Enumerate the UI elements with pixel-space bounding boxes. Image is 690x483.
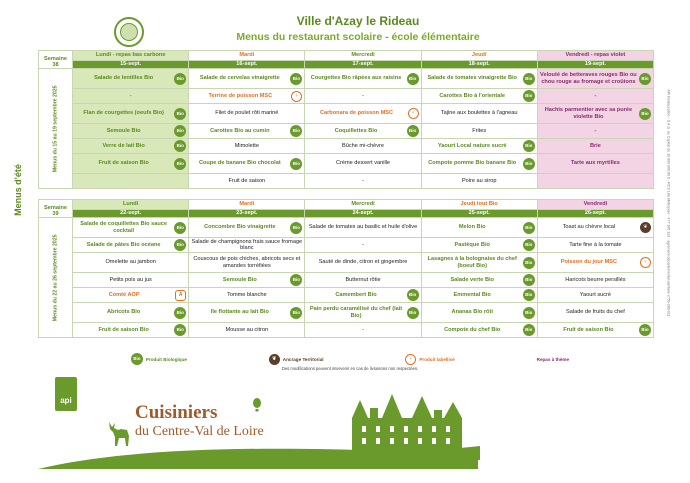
bio-icon: Bio [407,73,419,85]
legend [90,353,610,365]
menu-cell: Carbonara de poisson MSC ♆ [305,104,421,124]
api-logo: api [55,377,77,411]
menu-cell: Toast au chèvre local ❦ [537,218,653,238]
menu-cell: Tomme blanche [189,288,305,303]
menu-cell: Brie [537,139,653,154]
menu-cell: Carottes Bio au cumin Bio [189,124,305,139]
menu-cell: Yaourt sucré [537,288,653,303]
menu-cell: Pastèque Bio Bio [421,238,537,253]
menu-cell: Abricots Bio Bio [73,303,189,323]
menu-cell: Camembert Bio Bio [305,288,421,303]
menu-cell: Concombre Bio vinaigrette Bio [189,218,305,238]
brand-line2: du Centre-Val de Loire [135,424,264,439]
day-date: 26-sept. [537,210,653,218]
day-date: 15-sept. [73,61,189,69]
menu-cell: Salade de lentilles Bio Bio [73,69,189,89]
day-name: Mardi [189,200,305,210]
menu-cell: Compote pomme Bio banane Bio Bio [421,154,537,174]
menu-cell: Fruit de saison Bio Bio [73,154,189,174]
menu-cell: Sauté de dinde, citron et gingembre [305,253,421,273]
season-label: Menus d'été [13,164,23,216]
bio-icon: Bio [290,274,302,286]
bio-icon: Bio [290,158,302,170]
menu-cell: Coupe de banane Bio chocolat Bio [189,154,305,174]
menu-cell: Comté AOP A [73,288,189,303]
menu-cell: Poisson du jour MSC ♆ [537,253,653,273]
day-date: 18-sept. [421,61,537,69]
menu-cell: Fruit de saison Bio Bio [537,323,653,338]
bio-icon: Bio [523,140,535,152]
menu-cell: Terrine de poisson MSC ♆ [189,89,305,104]
bio-icon: Bio [523,222,535,234]
menu-cell: Omelette au jambon [73,253,189,273]
day-name: Mercredi [305,200,421,210]
menu-cell: Mimolette [189,139,305,154]
menu-cell: - [305,89,421,104]
bio-icon: Bio [174,324,186,336]
bio-icon: Bio [523,257,535,269]
bio-icon: Bio [290,125,302,137]
bio-icon: Bio [407,289,419,301]
menu-cell: Salade de cervelas vinaigrette Bio [189,69,305,89]
menu-cell: Compote du chef Bio Bio [421,323,537,338]
menu-cell: Poire au sirop [421,174,537,189]
bio-icon: Bio [407,125,419,137]
menu-cell: Flan de courgettes (oeufs Bio) Bio [73,104,189,124]
menu-cell: Tarte aux myrtilles [537,154,653,174]
day-date: 25-sept. [421,210,537,218]
menu-cell: Ananas Bio rôti Bio [421,303,537,323]
day-date: 22-sept. [73,210,189,218]
legend-label: ♆ Produit labellisé [405,353,454,365]
bio-icon: Bio [174,140,186,152]
bio-icon: Bio [523,158,535,170]
bio-icon: Bio [523,73,535,85]
bio-icon: Bio [290,73,302,85]
menu-cell: Salade de tomates au basilic et huile d'olive [305,218,421,238]
day-name: Mercredi [305,51,421,61]
menu-cell: Verre de lait Bio Bio [73,139,189,154]
menu-cell: Salade de fruits du chef [537,303,653,323]
legend-note: Des modifications peuvent intervenir en cas de livraisons non respectées. [281,366,419,371]
menu-cell: Hachis parmentier avec sa purée violette Bio Bio [537,104,653,124]
city-emblem-icon [120,23,138,41]
menu-cell: Pain perdu caramélisé du chef (lait Bio) Bio [305,303,421,323]
bio-icon: Bio [174,73,186,85]
bio-icon: Bio [174,158,186,170]
menu-cell: Salade de champignons frais sauce fromage blanc [189,238,305,253]
menu-cell: Mousse au citron [189,323,305,338]
menu-cell: Petits pois au jus [73,273,189,288]
menu-cell: Bûche mi-chèvre [305,139,421,154]
menu-cell: - [537,124,653,139]
bio-icon: Bio [523,274,535,286]
menu-cell [537,174,653,189]
menu-cell: Tarte fine à la tomate [537,238,653,253]
menu-cell: - [305,238,421,253]
week-label: Semaine 39 [39,200,73,218]
menu-cell: Courgettes Bio râpées aux raisins Bio [305,69,421,89]
legend-territorial: ❦ Ancrage Territorial [269,353,324,365]
bio-icon: Bio [174,125,186,137]
bio-icon: Bio [174,307,186,319]
page-title: Ville d'Azay le Rideau [296,14,420,28]
menu-cell: Salade de tomates vinaigrette Bio Bio [421,69,537,89]
bio-icon: Bio [639,324,651,336]
bio-icon: Bio [523,239,535,251]
day-date: 19-sept. [537,61,653,69]
bio-icon: Bio [290,222,302,234]
day-name: Jeudi tout Bio [421,200,537,210]
menu-cell: Salade verte Bio Bio [421,273,537,288]
week-period: Menus du 15 au 19 septembre 2025 [39,69,73,189]
menu-cell: Emmental Bio Bio [421,288,537,303]
day-date: 23-sept. [189,210,305,218]
bio-icon: Bio [639,108,651,120]
menu-cell: Carottes Bio à l'orientale Bio [421,89,537,104]
legend-theme: Repas à thème [536,356,570,362]
bio-icon: Bio [407,307,419,319]
day-name: Jeudi [421,51,537,61]
castle-icon [332,388,480,460]
menu-cell: Coquillettes Bio Bio [305,124,421,139]
label-icon: ♆ [405,354,416,365]
menu-cell: Couscous de pois chiches, abricots secs et amandes torréfiées [189,253,305,273]
balloon-icon [252,398,262,412]
menu-cell: Haricots beurre persillés [537,273,653,288]
bio-icon: Bio [290,307,302,319]
menu-cell: - [305,174,421,189]
day-name: Vendredi - repas violet [537,51,653,61]
menu-cell: Semoule Bio Bio [73,124,189,139]
menu-cell: Lasagnes à la bolognaise du chef (boeuf Bio) Bio [421,253,537,273]
bio-icon: Bio [523,324,535,336]
legend-bio: Bio Produit Biologique [131,353,187,365]
week-period: Menus du 22 au 26 septembre 2025 [39,218,73,338]
menu-cell: Crème dessert vanille [305,154,421,174]
bio-icon: Bio [131,353,143,365]
day-name: Mardi [189,51,305,61]
brand-line1: Cuisiniers [135,402,218,423]
day-name: Vendredi [537,200,653,210]
page-subtitle: Menus du restaurant scolaire - école élémentaire [236,31,480,43]
bio-icon: Bio [523,307,535,319]
menu-cell: Ile flottante au lait Bio Bio [189,303,305,323]
menu-cell: Velouté de betteraves rouges Bio ou chou rouge au fromage et croûtons Bio [537,69,653,89]
menu-cell: Fruit de saison Bio Bio [73,323,189,338]
msc-icon: ♆ [640,257,651,268]
day-date: 16-sept. [189,61,305,69]
menu-cell: Filet de poulet rôti mariné [189,104,305,124]
bio-icon: Bio [174,239,186,251]
msc-icon: ♆ [291,91,302,102]
bio-icon: Bio [639,73,651,85]
day-name: Lundi [73,200,189,210]
menu-cell: - [305,323,421,338]
bio-icon: Bio [523,289,535,301]
day-date: 24-sept. [305,210,421,218]
legal-text: API Restauration - S.A.S. au Capital de 10 000 000,00 € - RCS Lille Métropole - 477 185 113 - agrément départemental sanitaire n°59-286-011 [667,89,671,317]
menu-cell [73,174,189,189]
menu-cell: - [73,89,189,104]
territorial-icon: ❦ [269,354,280,365]
menu-cell: - [537,89,653,104]
day-date: 17-sept. [305,61,421,69]
deer-icon [103,420,133,448]
bio-icon: Bio [174,108,186,120]
menu-cell: Fruit de saison [189,174,305,189]
menu-cell: Salade de coquillettes Bio sauce cocktail Bio [73,218,189,238]
menu-cell: Butternut rôtie [305,273,421,288]
menu-week-1 [38,50,654,189]
bio-icon: Bio [174,222,186,234]
menu-cell: Melon Bio Bio [421,218,537,238]
week-label: Semaine 38 [39,51,73,69]
menu-cell: Salade de pâtes Bio océane Bio [73,238,189,253]
day-name: Lundi - repas bas carbone [73,51,189,61]
bio-icon: Bio [523,90,535,102]
menu-week-2 [38,199,654,338]
terr-icon: ❦ [640,222,651,233]
menu-cell: Frites [421,124,537,139]
menu-cell: Semoule Bio Bio [189,273,305,288]
msc-icon: ♆ [408,108,419,119]
city-logo [114,17,144,47]
menu-cell: Tajine aux boulettes à l'agneau [421,104,537,124]
aop-icon: A [175,290,186,301]
menu-cell: Yaourt Local nature sucré Bio [421,139,537,154]
